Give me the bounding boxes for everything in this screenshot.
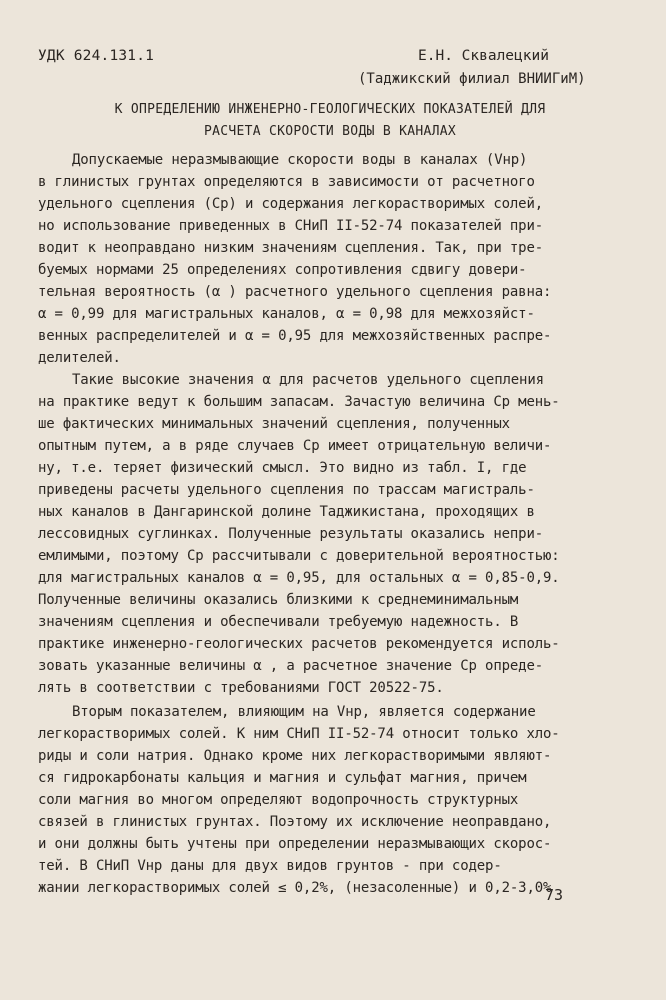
- author-name: Е.Н. Сквалецкий: [418, 48, 549, 64]
- body-line: венных распределителей и α = 0,95 для межхозяйственных распре-: [38, 328, 552, 344]
- author-affiliation: (Таджикский филиал ВНИИГиМ): [358, 71, 586, 87]
- body-line: легкорастворимых солей. К ним СНиП II-52-74 относит только хло-: [38, 726, 560, 742]
- body-line: опытным путем, а в ряде случаев Ср имеет отрицательную величи-: [38, 438, 552, 454]
- body-line: значениям сцепления и обеспечивали требуемую надежность. В: [38, 614, 519, 630]
- body-line: ся гидрокарбонаты кальция и магния и сульфат магния, причем: [38, 770, 527, 786]
- body-line: на практике ведут к большим запасам. Зачастую величина Ср мень-: [38, 394, 560, 410]
- body-line: ных каналов в Дангаринской долине Таджикистана, проходящих в: [38, 504, 535, 520]
- body-line: зовать указанные величины α , а расчетное значение Ср опреде-: [38, 658, 544, 674]
- body-line: ше фактических минимальных значений сцепления, полученных: [38, 416, 510, 432]
- body-line: делителей.: [38, 350, 121, 366]
- body-line: удельного сцепления (Ср) и содержания легкорастворимых солей,: [38, 196, 544, 212]
- udc-code: УДК 624.131.1: [38, 48, 155, 64]
- body-line: Полученные величины оказались близкими к среднеминимальным: [38, 592, 519, 608]
- body-line: риды и соли натрия. Однако кроме них легкорастворимыми являют-: [38, 748, 552, 764]
- body-line: соли магния во многом определяют водопрочность структурных: [38, 792, 519, 808]
- body-line: но использование приведенных в СНиП II-52-74 показателей при-: [38, 218, 544, 234]
- body-line: практике инженерно-геологических расчетов рекомендуется исполь-: [38, 636, 560, 652]
- body-line: ну, т.е. теряет физический смысл. Это видно из табл. I, где: [38, 460, 527, 476]
- body-line: Допускаемые неразмывающие скорости воды в каналах (Vнр): [72, 152, 528, 168]
- body-line: α = 0,99 для магистральных каналов, α = 0,98 для межхозяйст-: [38, 306, 535, 322]
- body-line: лять в соответствии с требованиями ГОСТ 20522-75.: [38, 680, 444, 696]
- body-line: емлимыми, поэтому Ср рассчитывали с доверительной вероятностью:: [38, 548, 560, 564]
- article-title-line-1: К ОПРЕДЕЛЕНИЮ ИНЖЕНЕРНО-ГЕОЛОГИЧЕСКИХ ПОКАЗАТЕЛЕЙ ДЛЯ: [114, 102, 546, 117]
- article-title-line-2: РАСЧЕТА СКОРОСТИ ВОДЫ В КАНАЛАХ: [204, 124, 456, 139]
- body-line: водит к неоправдано низким значениям сцепления. Так, при тре-: [38, 240, 544, 256]
- body-line: Вторым показателем, влияющим на Vнр, является содержание: [72, 704, 536, 720]
- body-line: жании легкорастворимых солей ≤ 0,2%, (незасоленные) и 0,2-3,0%: [38, 880, 552, 896]
- body-line: для магистральных каналов α = 0,95, для остальных α = 0,85-0,9.: [38, 570, 560, 586]
- page-number: 73: [545, 886, 564, 904]
- body-line: Такие высокие значения α для расчетов удельного сцепления: [72, 372, 544, 388]
- body-line: тей. В СНиП Vнр даны для двух видов грунтов - при содер-: [38, 858, 502, 874]
- body-line: связей в глинистых грунтах. Поэтому их исключение неоправдано,: [38, 814, 552, 830]
- body-line: тельная вероятность (α ) расчетного удельного сцепления равна:: [38, 284, 552, 300]
- body-line: лессовидных суглинках. Полученные результаты оказались непри-: [38, 526, 544, 542]
- body-line: приведены расчеты удельного сцепления по трассам магистраль-: [38, 482, 535, 498]
- body-line: буемых нормами 25 определениях сопротивления сдвигу довери-: [38, 262, 527, 278]
- body-line: и они должны быть учтены при определении неразмывающих скорос-: [38, 836, 552, 852]
- body-line: в глинистых грунтах определяются в зависимости от расчетного: [38, 174, 535, 190]
